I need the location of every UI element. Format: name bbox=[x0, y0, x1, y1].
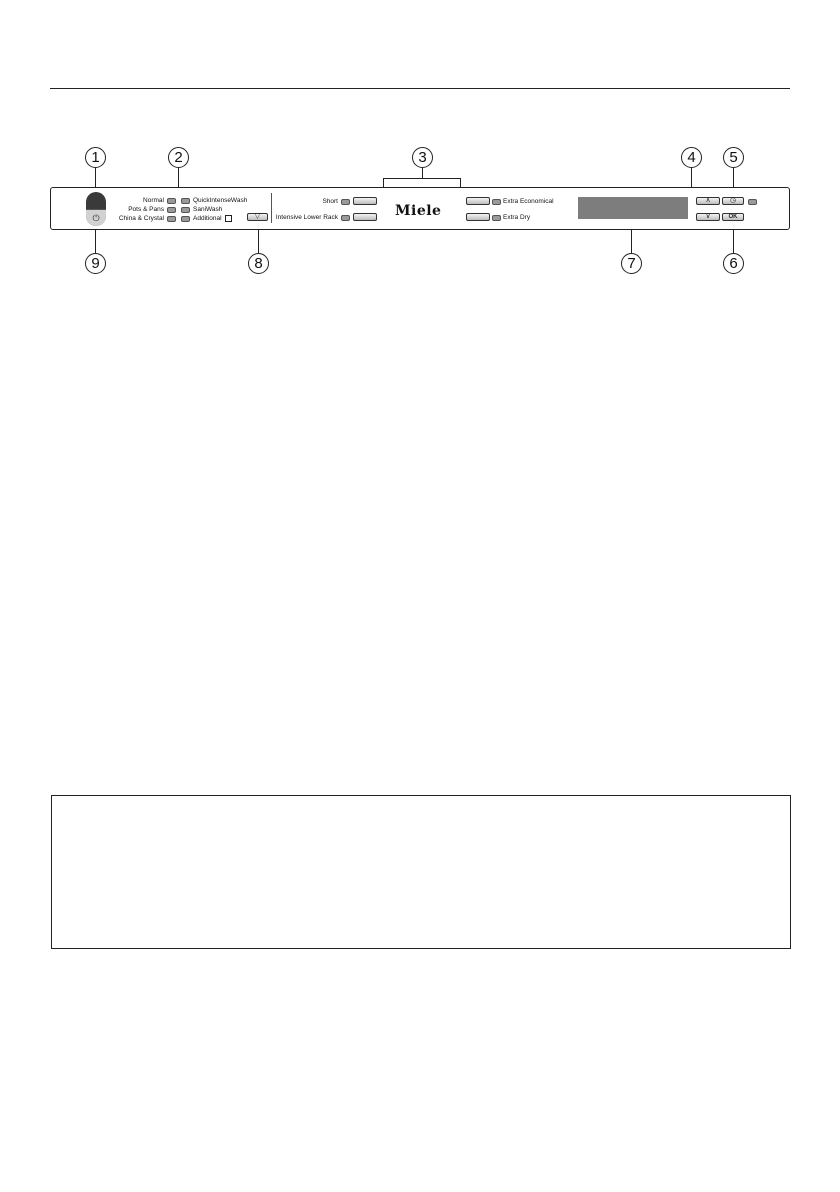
callout-4: 4 bbox=[681, 147, 702, 168]
led-china-crystal bbox=[167, 216, 176, 222]
callout-9: 9 bbox=[85, 253, 106, 274]
callout-7: 7 bbox=[621, 253, 642, 274]
callout-6: 6 bbox=[723, 253, 744, 274]
power-button[interactable] bbox=[86, 192, 106, 226]
up-button[interactable] bbox=[696, 197, 720, 205]
option-label-intensive-lower-rack: Intensive Lower Rack bbox=[275, 214, 338, 221]
led-intensive-lower-rack bbox=[341, 215, 350, 221]
leader-line-3 bbox=[422, 168, 423, 178]
down-button[interactable] bbox=[696, 213, 720, 221]
ok-button[interactable] bbox=[722, 213, 744, 221]
bracket-3-top bbox=[383, 178, 461, 179]
led-extra-economical bbox=[492, 199, 501, 205]
option-label-extra-dry: Extra Dry bbox=[503, 214, 531, 221]
callout-3: 3 bbox=[412, 147, 433, 168]
program-label-quick-intense-wash: QuickIntenseWash bbox=[193, 197, 248, 204]
chevron-up-icon: ∧ bbox=[705, 197, 711, 204]
led-normal bbox=[167, 198, 176, 204]
program-scroll-button[interactable] bbox=[247, 213, 268, 221]
program-label-sani-wash: SaniWash bbox=[193, 206, 223, 213]
power-icon: ⏻ bbox=[86, 209, 106, 226]
option-label-extra-economical: Extra Economical bbox=[503, 198, 554, 205]
chevron-down-icon: ∨ bbox=[705, 213, 711, 220]
short-button[interactable] bbox=[353, 197, 377, 205]
program-label-pots-pans: Pots & Pans bbox=[128, 206, 164, 213]
led-additional bbox=[181, 216, 190, 222]
program-label-china-crystal: China & Crystal bbox=[118, 215, 164, 222]
program-label-normal: Normal bbox=[143, 197, 164, 204]
additional-programs-icon bbox=[225, 215, 232, 222]
top-rule bbox=[50, 88, 790, 89]
option-label-short: Short bbox=[322, 198, 338, 205]
ok-button-label: OK bbox=[728, 214, 738, 220]
callout-1: 1 bbox=[85, 147, 106, 168]
extra-economical-button[interactable] bbox=[466, 197, 490, 205]
delay-start-button[interactable] bbox=[722, 197, 744, 205]
led-delay-start bbox=[748, 199, 757, 205]
info-box bbox=[51, 795, 791, 949]
callout-5: 5 bbox=[723, 147, 744, 168]
program-label-additional: Additional bbox=[193, 215, 222, 222]
brand-logo: Miele bbox=[395, 203, 442, 219]
callout-2: 2 bbox=[168, 147, 189, 168]
extra-dry-button[interactable] bbox=[466, 213, 490, 221]
callout-8: 8 bbox=[248, 253, 269, 274]
led-sani-wash bbox=[181, 207, 190, 213]
intensive-lower-rack-button[interactable] bbox=[353, 213, 377, 221]
timer-icon: ◷ bbox=[729, 197, 737, 204]
led-pots-pans bbox=[167, 207, 176, 213]
led-extra-dry bbox=[492, 215, 501, 221]
led-quick-intense-wash bbox=[181, 198, 190, 204]
led-short bbox=[341, 199, 350, 205]
display-screen bbox=[578, 197, 688, 219]
triangle-down-icon: ▽ bbox=[254, 213, 261, 220]
